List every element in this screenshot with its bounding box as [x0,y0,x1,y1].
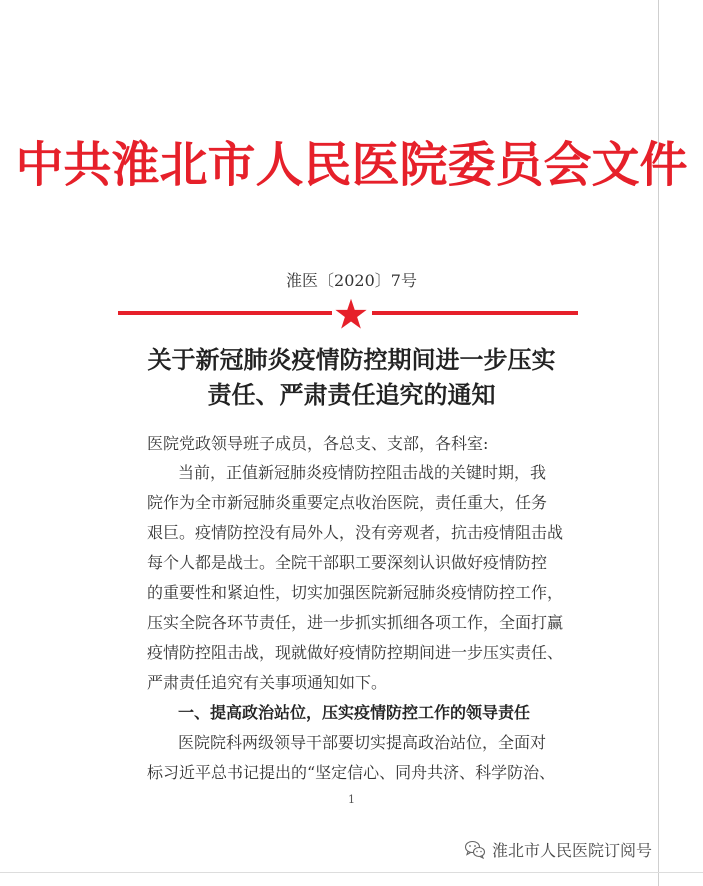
paragraph-line: 艰巨。疫情防控没有局外人，没有旁观者，抗击疫情阻击战 [147,523,564,542]
page-edge-bottom [0,872,703,873]
wechat-icon [464,839,486,859]
watermark [464,836,652,862]
document-title-line-2: 责任、严肃责任追究的通知 [207,380,496,409]
paragraph-line: 的重要性和紧迫性，切实加强医院新冠肺炎疫情防控工作， [147,583,564,602]
document-header-title: 中共淮北市人民医院委员会文件 [15,137,688,193]
document-title-line-1: 关于新冠肺炎疫情防控期间进一步压实 [147,345,556,374]
paragraph-line: 当前，正值新冠肺炎疫情防控阻击战的关键时期，我 [178,463,547,482]
document-number: 淮医〔2020〕7号 [286,271,417,290]
section-line: 标习近平总书记提出的“坚定信心、同舟共济、科学防治、 [147,763,556,782]
red-rule-left [118,311,332,315]
paragraph-line: 严肃责任追究有关事项通知如下。 [147,673,388,692]
section-heading: 一、提高政治站位，压实疫情防控工作的领导责任 [178,703,531,722]
red-rule-right [372,311,578,315]
paragraph-line: 压实全院各环节责任，进一步抓实抓细各项工作，全面打赢 [147,613,564,632]
watermark-label: 淮北市人民医院订阅号 [492,840,653,860]
recipients-line: 医院党政领导班子成员，各总支、支部，各科室: [147,434,489,453]
paragraph-line: 疫情防控阻击战，现就做好疫情防控期间进一步压实责任、 [147,643,564,662]
paragraph-line: 每个人都是战士。全院干部职工要深刻认识做好疫情防控 [147,553,548,572]
section-line: 医院院科两级领导干部要切实提高政治站位，全面对 [178,733,547,752]
red-star-icon [334,297,368,331]
page-number: 1 [348,793,355,806]
paragraph-line: 院作为全市新冠肺炎重要定点收治医院，责任重大，任务 [147,493,548,512]
